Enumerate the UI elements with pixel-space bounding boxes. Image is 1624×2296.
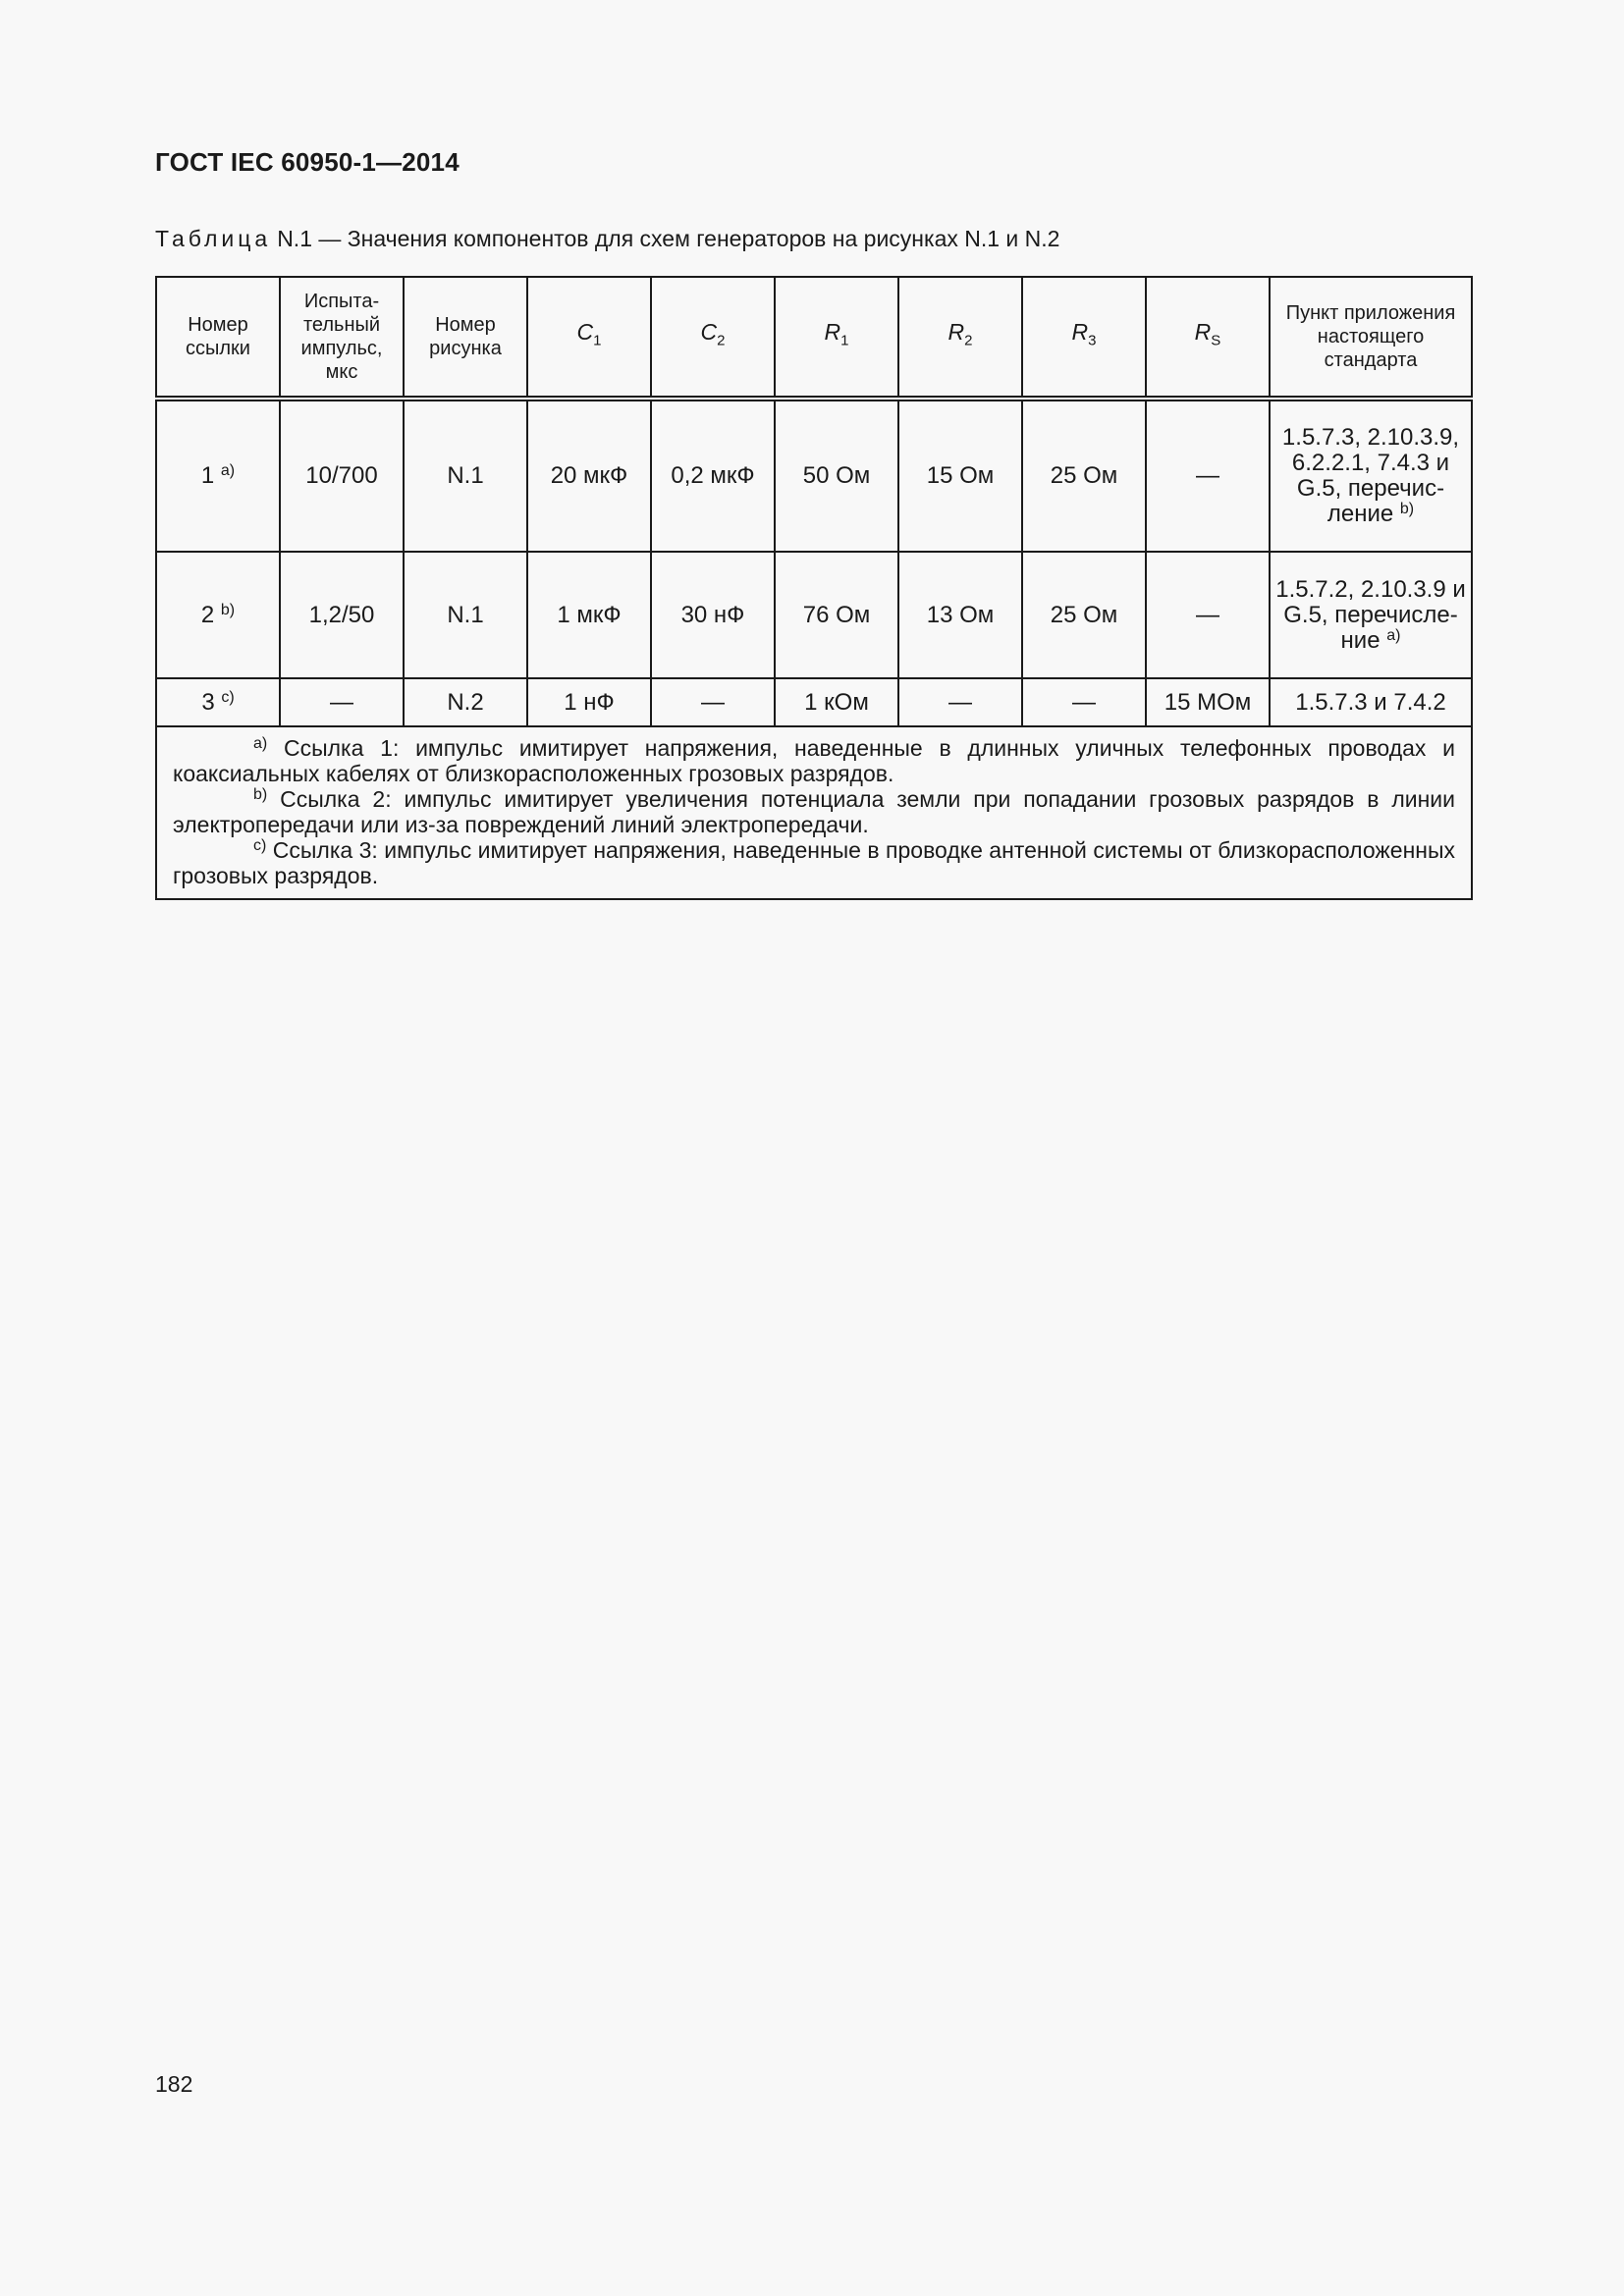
document-header: ГОСТ IEC 60950-1—2014 — [155, 147, 460, 177]
table-caption-prefix: Таблица — [155, 226, 272, 251]
col-header-r3: $R_3$ — [1022, 277, 1146, 399]
footnote-c: $^{c)}$ Ссылка 3: импульс имитирует напряжения, наведенные в проводке антенной системы от близкорасположенных грозовых разрядов. — [173, 837, 1456, 888]
component-values-table — [155, 276, 1473, 900]
cell-ref: 1 $^{a)}$ — [156, 399, 280, 552]
cell-c2: — — [651, 678, 775, 726]
cell-ref: 2 $^{b)}$ — [156, 552, 280, 678]
cell-rs: — — [1146, 552, 1270, 678]
cell-r3: — — [1022, 678, 1146, 726]
cell-impulse: — — [280, 678, 404, 726]
col-header-ref: Номер ссылки — [156, 277, 280, 399]
page-number: 182 — [155, 2071, 193, 2097]
table-row — [156, 399, 1472, 552]
col-header-figure: Номер рисунка — [404, 277, 527, 399]
cell-r2: 13 Ом — [898, 552, 1022, 678]
cell-impulse: 10/700 — [280, 399, 404, 552]
cell-c2: 0,2 мкФ — [651, 399, 775, 552]
footnote-mark: b) — [253, 786, 268, 803]
table-row — [156, 678, 1472, 726]
col-header-c2: $C_2$ — [651, 277, 775, 399]
table-footnotes — [156, 726, 1472, 899]
footnote-mark: b) — [220, 601, 236, 618]
col-header-impulse: Испыта-тельный импульс, мкс — [280, 277, 404, 399]
cell-r3: 25 Ом — [1022, 399, 1146, 552]
cell-clause: 1.5.7.2, 2.10.3.9 и G.5, перечисле-ние $^{a)}$ — [1270, 552, 1472, 678]
table-row — [156, 552, 1472, 678]
cell-clause: 1.5.7.3 и 7.4.2 — [1270, 678, 1472, 726]
cell-impulse: 1,2/50 — [280, 552, 404, 678]
footnote-mark: c) — [253, 837, 267, 854]
cell-r1: 1 кОм — [775, 678, 898, 726]
col-header-r2: $R_2$ — [898, 277, 1022, 399]
footnote-b: $^{b)}$ Ссылка 2: импульс имитирует увеличения потенциала земли при попадании грозовых разрядов в линии электропередачи или из-за повреждений линий электропередачи. — [173, 786, 1455, 837]
cell-rs: — — [1146, 399, 1270, 552]
footnote-mark: a) — [220, 462, 236, 479]
footnote-mark: a) — [253, 735, 268, 752]
col-header-c1: $C_1$ — [527, 277, 651, 399]
table-caption-text: N.1 — Значения компонентов для схем генераторов на рисунках N.1 и N.2 — [277, 226, 1060, 251]
cell-r2: 15 Ом — [898, 399, 1022, 552]
cell-figure: N.1 — [404, 552, 527, 678]
cell-c1: 1 нФ — [527, 678, 651, 726]
cell-r1: 50 Ом — [775, 399, 898, 552]
cell-c1: 20 мкФ — [527, 399, 651, 552]
cell-c2: 30 нФ — [651, 552, 775, 678]
cell-figure: N.1 — [404, 399, 527, 552]
cell-r3: 25 Ом — [1022, 552, 1146, 678]
cell-clause: 1.5.7.3, 2.10.3.9, 6.2.2.1, 7.4.3 и G.5, перечис-ление $^{b)}$ — [1270, 399, 1472, 552]
footnote-mark: b) — [1399, 501, 1415, 517]
cell-r1: 76 Ом — [775, 552, 898, 678]
cell-figure: N.2 — [404, 678, 527, 726]
footnote-a: $^{a)}$ Ссылка 1: импульс имитирует напряжения, наведенные в длинных уличных телефонных проводах и коаксиальных кабелях от близкорасположенных грозовых разрядов. — [173, 735, 1455, 786]
table-caption — [155, 226, 1059, 252]
footnote-mark: c) — [221, 688, 235, 706]
cell-rs: 15 МОм — [1146, 678, 1270, 726]
cell-r2: — — [898, 678, 1022, 726]
cell-c1: 1 мкФ — [527, 552, 651, 678]
col-header-r1: $R_1$ — [775, 277, 898, 399]
table-notes-row — [156, 726, 1472, 899]
cell-ref: 3 $^{c)}$ — [156, 678, 280, 726]
table-header-row — [156, 277, 1472, 399]
col-header-rs: $R_S$ — [1146, 277, 1270, 399]
footnote-mark: a) — [1386, 626, 1401, 644]
col-header-clause: Пункт приложения настоящего стандарта — [1270, 277, 1472, 399]
